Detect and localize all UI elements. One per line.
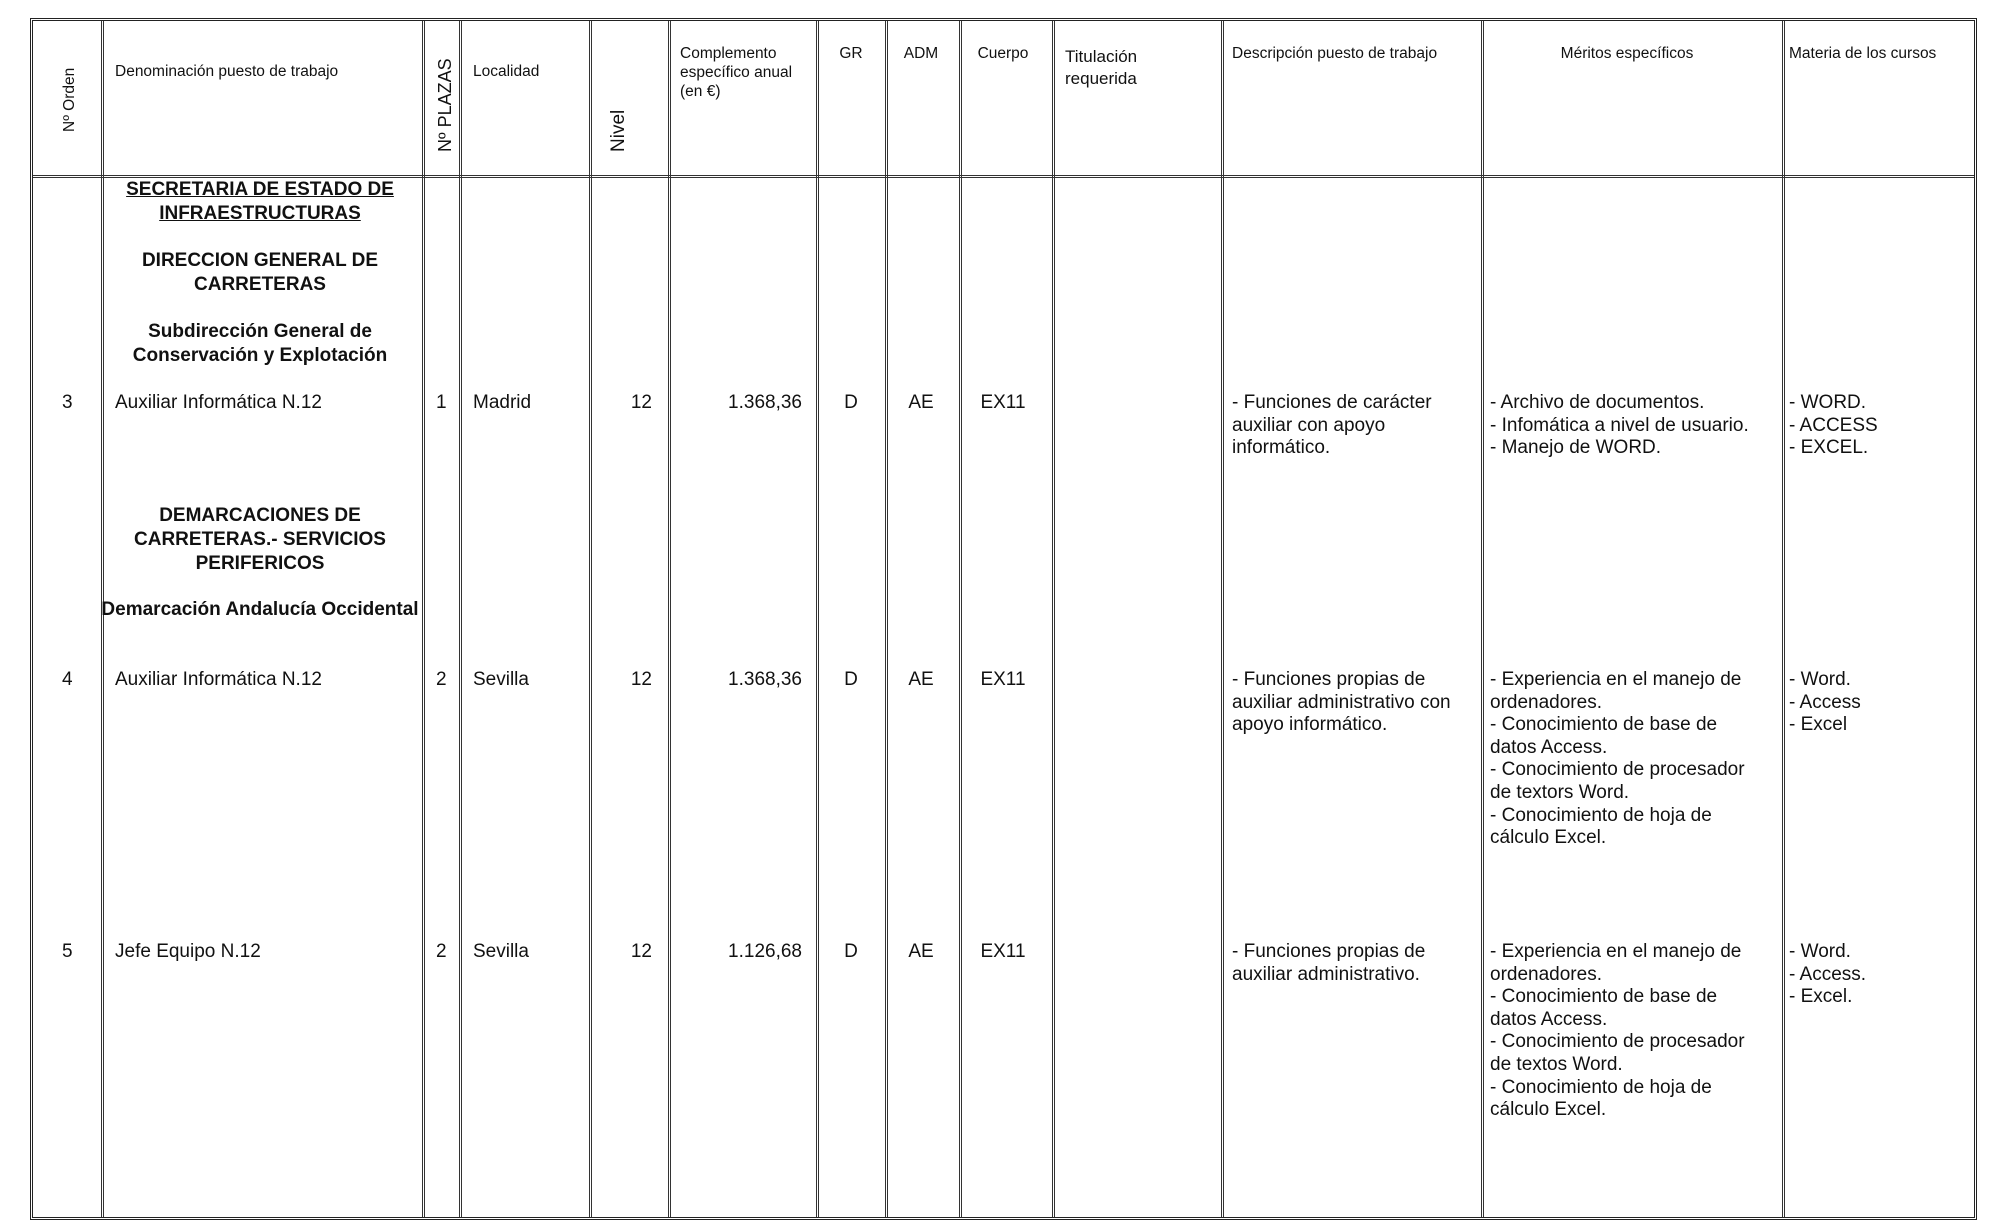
header-descripcion: Descripción puesto de trabajo: [1232, 45, 1438, 62]
descripcion-line: - Funciones de carácter: [1232, 392, 1432, 413]
table-row-4-cursos: [1789, 669, 1969, 737]
merito-line: - Conocimiento de base de: [1490, 714, 1718, 736]
merito-line: datos Access.: [1490, 1008, 1608, 1030]
section-andalucia: Demarcación Andalucía Occidental: [101, 599, 419, 620]
curso-line: - EXCEL.: [1789, 437, 1869, 459]
header-plazas: Nº PLAZAS: [435, 58, 455, 152]
table-row-3-plazas: 1: [436, 392, 447, 413]
table-row-5-meritos: [1490, 941, 1750, 1122]
table-row-5-descripcion: [1232, 941, 1452, 986]
table-row-3-denominacion: Auxiliar Informática N.12: [115, 392, 322, 413]
curso-line: - ACCESS: [1789, 414, 1878, 436]
header-cursos: Materia de los cursos: [1789, 45, 1937, 62]
header-complemento: Complemento específico anual (en €): [680, 45, 793, 100]
header-cuerpo: Cuerpo: [977, 45, 1029, 62]
merito-line: datos Access.: [1490, 736, 1608, 758]
curso-line: - Access: [1789, 691, 1861, 713]
section-direccion: DIRECCION GENERAL DE CARRETERAS: [141, 250, 379, 295]
descripcion-line: auxiliar administrativo.: [1232, 963, 1420, 985]
table-row-4-meritos: [1490, 669, 1750, 850]
table-row-3-cursos: [1789, 392, 1969, 460]
header-meritos: Méritos específicos: [1560, 45, 1694, 62]
merito-line: - Experiencia en el manejo de: [1490, 669, 1742, 690]
merito-line: de textos Word.: [1490, 1053, 1623, 1075]
merito-line: - Experiencia en el manejo de: [1490, 941, 1742, 962]
table-row-4-descripcion: [1232, 669, 1452, 737]
column-divider: [959, 21, 962, 1217]
table-row-4-gr: D: [844, 669, 858, 690]
column-divider: [1221, 21, 1224, 1217]
table-row-3-nivel: 12: [630, 392, 652, 413]
section-subdireccion: Subdirección General de Conservación y Explotación: [132, 321, 388, 366]
merito-line: - Conocimiento de hoja de: [1490, 1076, 1712, 1098]
section-demarcaciones: DEMARCACIONES DE CARRETERAS.- SERVICIOS PERIFERICOS: [134, 505, 386, 574]
merito-line: - Conocimiento de hoja de: [1490, 804, 1712, 826]
column-divider: [422, 21, 425, 1217]
table-row-5-gr: D: [844, 941, 858, 962]
curso-line: - Access.: [1789, 963, 1867, 985]
merito-line: - Conocimiento de base de: [1490, 986, 1718, 1008]
table-row-5-denominacion: Jefe Equipo N.12: [115, 941, 261, 962]
table-row-4-cuerpo: EX11: [980, 669, 1026, 690]
table-row-5-plazas: 2: [436, 941, 447, 962]
table-row-4-adm: AE: [908, 669, 934, 690]
column-divider: [1782, 21, 1785, 1217]
merito-line: de textors Word.: [1490, 781, 1630, 803]
table-row-5-localidad: Sevilla: [473, 941, 529, 962]
descripcion-line: informático.: [1232, 437, 1331, 459]
table-row-5-nivel: 12: [630, 941, 652, 962]
table-row-5-orden: 5: [62, 941, 73, 962]
merito-line: ordenadores.: [1490, 963, 1602, 985]
column-divider: [668, 21, 671, 1217]
descripcion-line: apoyo informático.: [1232, 714, 1388, 736]
curso-line: - Excel: [1789, 714, 1848, 736]
curso-line: - WORD.: [1789, 392, 1867, 413]
table-row-3-gr: D: [844, 392, 858, 413]
table-row-3-orden: 3: [62, 392, 73, 413]
column-divider: [589, 21, 592, 1217]
table-row-4-nivel: 12: [630, 669, 652, 690]
table-row-3-cuerpo: EX11: [980, 392, 1026, 413]
table-row-5-adm: AE: [908, 941, 934, 962]
table-row-3-adm: AE: [908, 392, 934, 413]
column-divider: [459, 21, 462, 1217]
column-divider: [885, 21, 888, 1217]
merito-line: - Manejo de WORD.: [1490, 437, 1662, 459]
table-row-4-complemento: 1.368,36: [728, 669, 802, 690]
header-nivel: Nivel: [608, 109, 629, 152]
table-row-4-plazas: 2: [436, 669, 447, 690]
merito-line: - Conocimiento de procesador: [1490, 759, 1745, 781]
header-titulacion: Titulación requerida: [1065, 47, 1138, 88]
header-denominacion: Denominación puesto de trabajo: [115, 63, 339, 80]
merito-line: ordenadores.: [1490, 691, 1602, 713]
merito-line: - Archivo de documentos.: [1490, 392, 1705, 413]
merito-line: - Conocimiento de procesador: [1490, 1031, 1745, 1053]
table-row-5-cursos: [1789, 941, 1969, 1009]
header-adm: ADM: [903, 45, 939, 62]
table-row-3-meritos: [1490, 392, 1750, 460]
table-row-5-complemento: 1.126,68: [728, 941, 802, 962]
section-secretaria: SECRETARIA DE ESTADO DE INFRAESTRUCTURAS: [126, 179, 394, 224]
table-row-4-denominacion: Auxiliar Informática N.12: [115, 669, 322, 690]
descripcion-line: - Funciones propias de: [1232, 941, 1426, 962]
curso-line: - Word.: [1789, 669, 1851, 690]
descripcion-line: - Funciones propias de: [1232, 669, 1426, 690]
table-row-3-descripcion: [1232, 392, 1452, 460]
column-divider: [816, 21, 819, 1217]
column-divider: [1481, 21, 1484, 1217]
curso-line: - Excel.: [1789, 986, 1853, 1008]
merito-line: - Infomática a nivel de usuario.: [1490, 414, 1749, 436]
table-row-3-complemento: 1.368,36: [728, 392, 802, 413]
column-divider: [1052, 21, 1055, 1217]
descripcion-line: auxiliar administrativo con: [1232, 691, 1451, 713]
header-localidad: Localidad: [473, 63, 540, 80]
header-gr: GR: [839, 45, 863, 62]
table-row-3-localidad: Madrid: [473, 392, 532, 413]
curso-line: - Word.: [1789, 941, 1851, 962]
table-row-4-orden: 4: [62, 669, 73, 690]
descripcion-line: auxiliar con apoyo: [1232, 414, 1386, 436]
merito-line: cálculo Excel.: [1490, 827, 1607, 849]
header-orden: Nº Orden: [61, 67, 78, 132]
merito-line: cálculo Excel.: [1490, 1099, 1607, 1121]
table-row-5-cuerpo: EX11: [980, 941, 1026, 962]
table-row-4-localidad: Sevilla: [473, 669, 529, 690]
